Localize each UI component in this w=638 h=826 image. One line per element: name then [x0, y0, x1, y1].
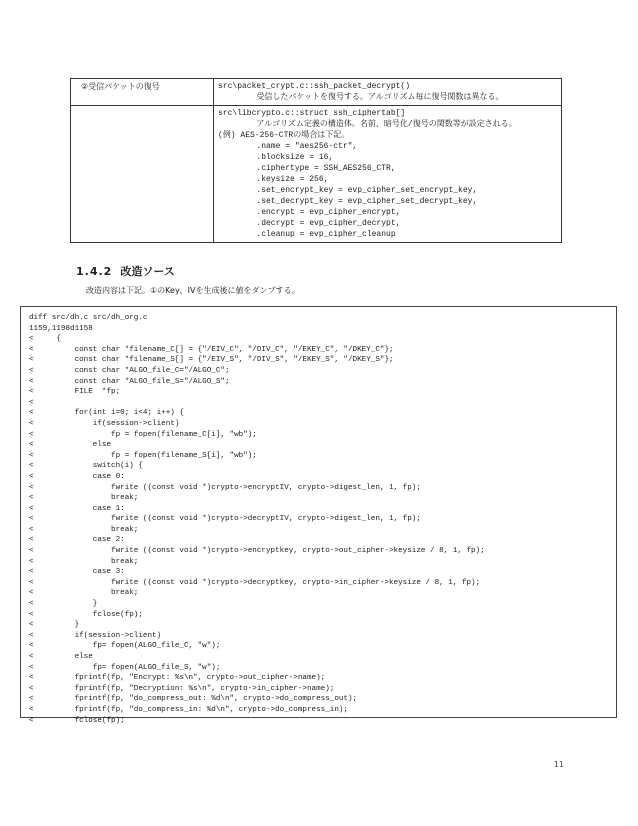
- packet-decrypt-text: src\packet_crypt.c::ssh_packet_decrypt() 受信したパケットを復号する。アルゴリズム毎に復号関数は異なる。: [218, 82, 504, 102]
- code-line: < break;: [29, 525, 139, 534]
- code-line: 1159,1198d1158: [29, 324, 93, 333]
- code-line: < }: [29, 621, 80, 630]
- code-line: < case 1:: [29, 504, 125, 513]
- code-line: < fwrite ((const void *)crypto->encryptkey, crypto->out_cipher->keysize / 8, 1, fp);: [29, 547, 485, 556]
- cipher-info-table: [70, 78, 562, 243]
- page-number: 11: [553, 760, 564, 769]
- code-line: < switch(i) {: [29, 462, 143, 471]
- table-row: [71, 106, 562, 243]
- code-line: < for(int i=0; i<4; i++) {: [29, 409, 184, 418]
- code-line: <: [29, 398, 34, 407]
- code-line: < {: [29, 335, 61, 344]
- code-line: < case 2:: [29, 536, 125, 545]
- section-title: 改造ソース: [120, 265, 175, 278]
- code-line: < case 0:: [29, 472, 125, 481]
- code-line: < fwrite ((const void *)crypto->decryptIV, crypto->digest_len, 1, fp);: [29, 515, 421, 524]
- section-number: 1.4.2: [76, 265, 113, 278]
- code-line: < if(session->client): [29, 419, 180, 428]
- code-line: < const char *filename_C[] = {"/EIV_C", "/DIV_C", "/EKEY_C", "/DKEY_C"};: [29, 345, 394, 354]
- code-line: < break;: [29, 494, 139, 503]
- code-line: < fprintf(fp, "do_compress_in: %d\n", crypto->do_compress_in);: [29, 705, 348, 714]
- table-cell-label: ②受信パケットの復号: [71, 79, 214, 106]
- code-line: diff src/dh.c src/dh_org.c: [29, 314, 148, 322]
- code-line: < fprintf(fp, "Decryption: %s\n", crypto->in_cipher->name);: [29, 684, 335, 693]
- table-row: [71, 79, 562, 106]
- section-heading: [76, 263, 175, 279]
- code-block: [20, 306, 617, 725]
- code-line: < fp = fopen(filename_C[i], "wb");: [29, 430, 257, 439]
- code-line: < fp= fopen(ALGO_file_C, "w");: [29, 642, 221, 651]
- code-line: < case 3:: [29, 568, 125, 577]
- code-line: < break;: [29, 557, 139, 566]
- table-cell-content: [214, 79, 562, 106]
- code-line: < fclose(fp);: [29, 716, 125, 725]
- code-line: < const char *ALGO_file_C="/ALGO_C";: [29, 366, 230, 375]
- code-line: < fprintf(fp, "Encrypt: %s\n", crypto->out_cipher->name);: [29, 674, 326, 683]
- code-line: < fp= fopen(ALGO_file_S, "w");: [29, 663, 221, 672]
- ciphertab-text: src\libcrypto.c::struct ssh_ciphertab[] アルゴリズム定義の構造体。名前、暗号化/復号の関数等が設定される。 (例) AES-256-CTRの場合は下記。 .name = "aes256-ctr", .blocksize = 16, .ciphertype = SSH_AES256_CTR, .keysize = 256, .set_encrypt_key = evp_cipher_set_encrypt_key, .set_decrypt_key = evp_cipher_set_decrypt_key, .encrypt = evp_cipher_encrypt, .decrypt = evp_cipher_decrypt, .cleanup = evp_cipher_cleanup: [218, 109, 517, 239]
- code-line: < break;: [29, 589, 139, 598]
- code-line: < const char *ALGO_file_S="/ALGO_S";: [29, 377, 230, 386]
- code-line: < }: [29, 600, 98, 609]
- code-line: < fclose(fp);: [29, 610, 143, 619]
- section-description: 改造内容は下記。①のKey、IVを生成後に値をダンプする。: [86, 286, 300, 295]
- code-line: < const char *filename_S[] = {"/EIV_S", "/DIV_S", "/EKEY_S", "/DKEY_S"};: [29, 356, 394, 365]
- code-line: < else: [29, 441, 112, 450]
- code-line: < else: [29, 653, 93, 661]
- table-cell-label-empty: [71, 106, 214, 243]
- code-line: < fwrite ((const void *)crypto->encryptIV, crypto->digest_len, 1, fp);: [29, 483, 421, 492]
- code-line: < fprintf(fp, "do_compress_out: %d\n", crypto->do_compress_out);: [29, 695, 358, 704]
- code-line: < fp = fopen(filename_S[i], "wb");: [29, 451, 257, 460]
- code-listing: [21, 307, 616, 726]
- code-line: < FILE *fp;: [29, 388, 121, 397]
- code-line: < fwrite ((const void *)crypto->decryptkey, crypto->in_cipher->keysize / 8, 1, fp);: [29, 578, 481, 587]
- table-cell-content: [214, 106, 562, 243]
- code-line: < if(session->client): [29, 631, 162, 640]
